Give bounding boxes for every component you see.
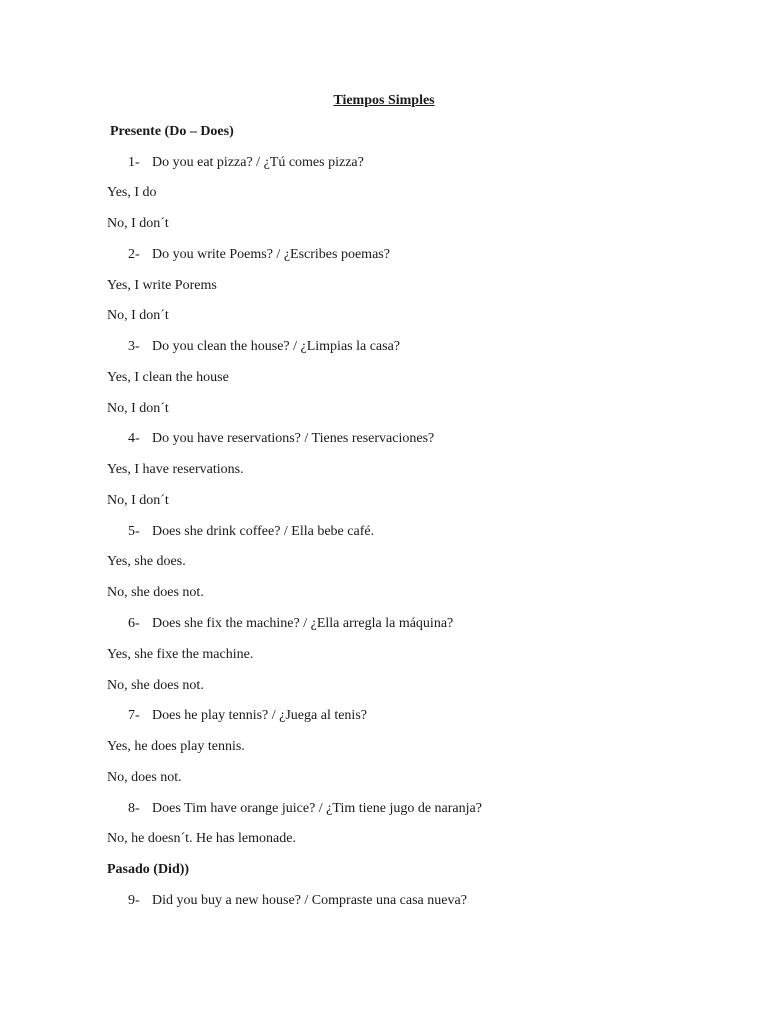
question-number: 4-	[128, 431, 140, 446]
question-text: Do you have reservations? / Tienes reservaciones?	[152, 431, 435, 446]
answer-line: Yes, she does.	[107, 554, 186, 569]
answer-line: Yes, he does play tennis.	[107, 739, 245, 754]
answer-line: No, I don´t	[107, 401, 169, 416]
answer-line: Yes, I do	[107, 185, 157, 200]
question-number: 2-	[128, 247, 140, 262]
question-item	[128, 248, 390, 262]
question-item	[128, 156, 364, 170]
answer-line: No, I don´t	[107, 308, 169, 323]
question-item	[128, 709, 367, 723]
answer-line: Yes, I write Porems	[107, 278, 217, 293]
question-text: Do you clean the house? / ¿Limpias la casa?	[152, 339, 401, 354]
document-title: Tiempos Simples	[333, 93, 435, 108]
question-text: Does Tim have orange juice? / ¿Tim tiene jugo de naranja?	[152, 801, 482, 816]
question-number: 5-	[128, 524, 140, 539]
answer-line: No, does not.	[107, 770, 182, 785]
question-item	[128, 525, 374, 539]
question-number: 7-	[128, 708, 140, 723]
question-item	[128, 432, 434, 446]
section-heading-presente: Presente (Do – Does)	[110, 124, 234, 139]
question-item	[128, 340, 400, 354]
question-item	[128, 617, 453, 631]
section-heading-pasado: Pasado (Did))	[107, 862, 190, 877]
answer-line: No, I don´t	[107, 493, 169, 508]
question-number: 1-	[128, 155, 140, 170]
question-number: 6-	[128, 616, 140, 631]
question-text: Does she fix the machine? / ¿Ella arregla la máquina?	[152, 616, 454, 631]
answer-line: No, she does not.	[107, 678, 204, 693]
answer-line: No, she does not.	[107, 585, 204, 600]
question-text: Do you write Poems? / ¿Escribes poemas?	[152, 247, 390, 262]
question-text: Did you buy a new house? / Compraste una casa nueva?	[152, 893, 467, 908]
question-item	[128, 894, 467, 908]
answer-line: Yes, she fixe the machine.	[107, 647, 254, 662]
question-number: 9-	[128, 893, 140, 908]
question-text: Does she drink coffee? / Ella bebe café.	[152, 524, 375, 539]
question-number: 8-	[128, 801, 140, 816]
question-text: Does he play tennis? / ¿Juega al tenis?	[152, 708, 367, 723]
question-number: 3-	[128, 339, 140, 354]
question-text: Do you eat pizza? / ¿Tú comes pizza?	[152, 155, 364, 170]
question-item	[128, 802, 482, 816]
answer-line: No, he doesn´t. He has lemonade.	[107, 831, 296, 846]
answer-line: Yes, I have reservations.	[107, 462, 244, 477]
answer-line: No, I don´t	[107, 216, 169, 231]
answer-line: Yes, I clean the house	[107, 370, 229, 385]
